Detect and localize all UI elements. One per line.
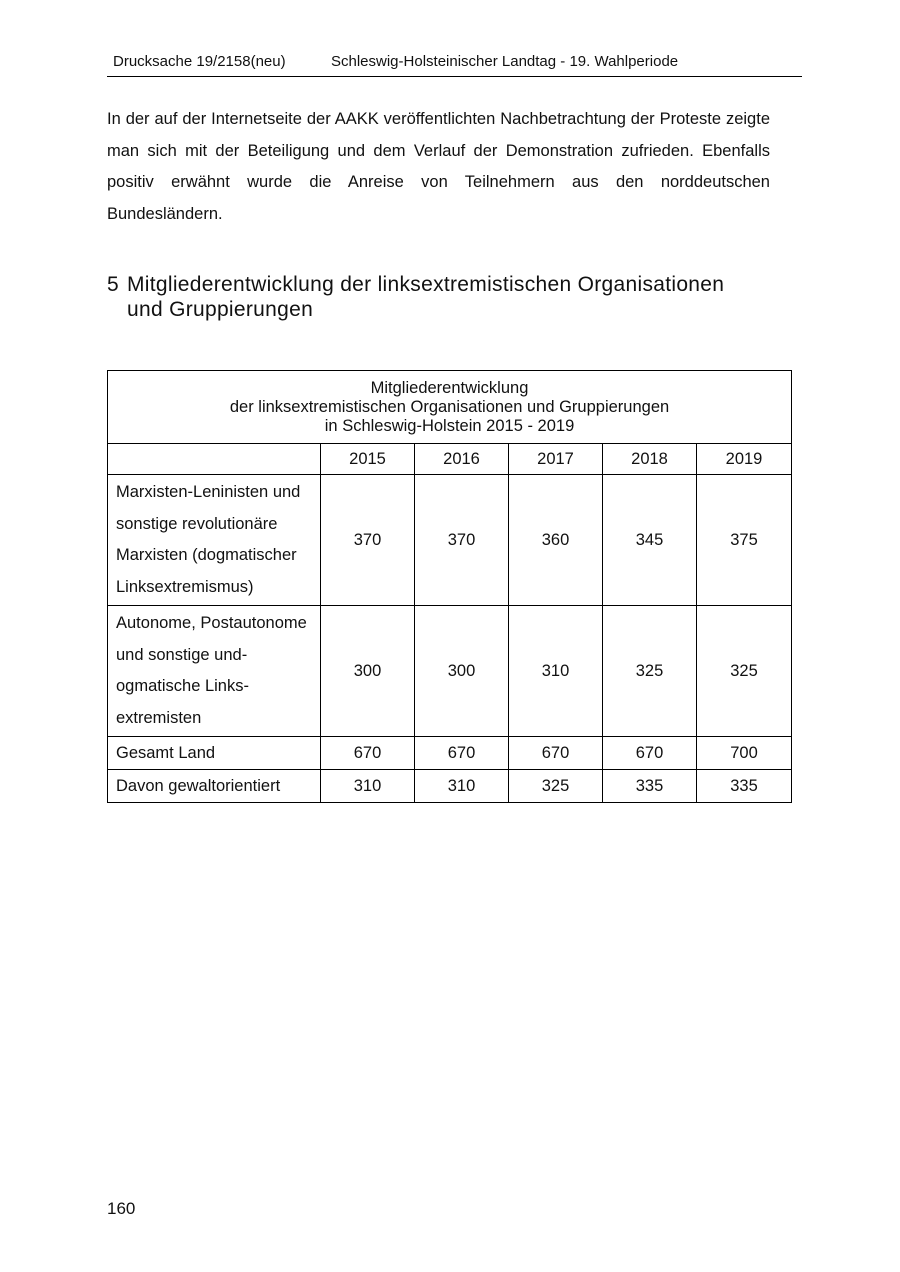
value-cell: 370 [321,475,415,606]
table-row [108,606,792,737]
header-empty-cell [108,444,321,475]
table-header-row [108,444,792,475]
table-row [108,475,792,606]
value-cell: 670 [321,737,415,770]
year-header: 2015 [321,444,415,475]
row-label: Gesamt Land [108,737,321,770]
body-paragraph: In der auf der Internetseite der AAKK veröffentlichten Nachbetrachtung der Proteste zeigte man sich mit der Beteiligung und dem Verlauf der Demonstration zufrieden. Ebenfalls positiv erwähnt wurde die Anreise von Teilnehmern aus den norddeutschen Bundesländern. [107,110,770,223]
value-cell: 325 [509,770,603,803]
value-cell: 335 [697,770,792,803]
table-row [108,770,792,803]
year-header: 2019 [697,444,792,475]
table-caption-line: in Schleswig-Holstein 2015 - 2019 [324,416,575,435]
value-cell: 345 [603,475,697,606]
document-number: Drucksache 19/2158(neu) [113,53,286,70]
page-header [107,52,802,77]
value-cell: 300 [415,606,509,737]
value-cell: 310 [321,770,415,803]
parliament-period: Schleswig-Holsteinischer Landtag - 19. Wahlperiode [331,53,679,70]
membership-table [107,370,792,803]
page-number: 160 [107,1199,136,1218]
value-cell: 670 [415,737,509,770]
table-caption [108,371,792,444]
value-cell: 370 [415,475,509,606]
value-cell: 325 [697,606,792,737]
value-cell: 700 [697,737,792,770]
table-caption-line: Mitgliederentwicklung [370,378,529,397]
value-cell: 670 [603,737,697,770]
row-label: Autonome, Postautonome und sonstige undogmatische Linksextremisten [108,606,321,737]
value-cell: 310 [509,606,603,737]
section-title-line-2: und Gruppierungen [127,298,314,321]
value-cell: 325 [603,606,697,737]
year-header: 2016 [415,444,509,475]
table-row [108,737,792,770]
value-cell: 360 [509,475,603,606]
section-heading [107,272,787,322]
section-number: 5 [107,273,119,296]
year-header: 2018 [603,444,697,475]
table-caption-row [108,371,792,444]
table-caption-line: der linksextremistischen Organisationen und Gruppierungen [229,397,670,416]
section-title-line-1: Mitgliederentwicklung der linksextremistischen Organisationen [127,273,725,296]
value-cell: 300 [321,606,415,737]
year-header: 2017 [509,444,603,475]
value-cell: 375 [697,475,792,606]
value-cell: 335 [603,770,697,803]
row-label: Davon gewaltorientiert [108,770,321,803]
row-label: Marxisten-Leninisten und sonstige revolutionäre Marxisten (dogmatischer Linksextremismus) [108,475,321,606]
value-cell: 670 [509,737,603,770]
value-cell: 310 [415,770,509,803]
